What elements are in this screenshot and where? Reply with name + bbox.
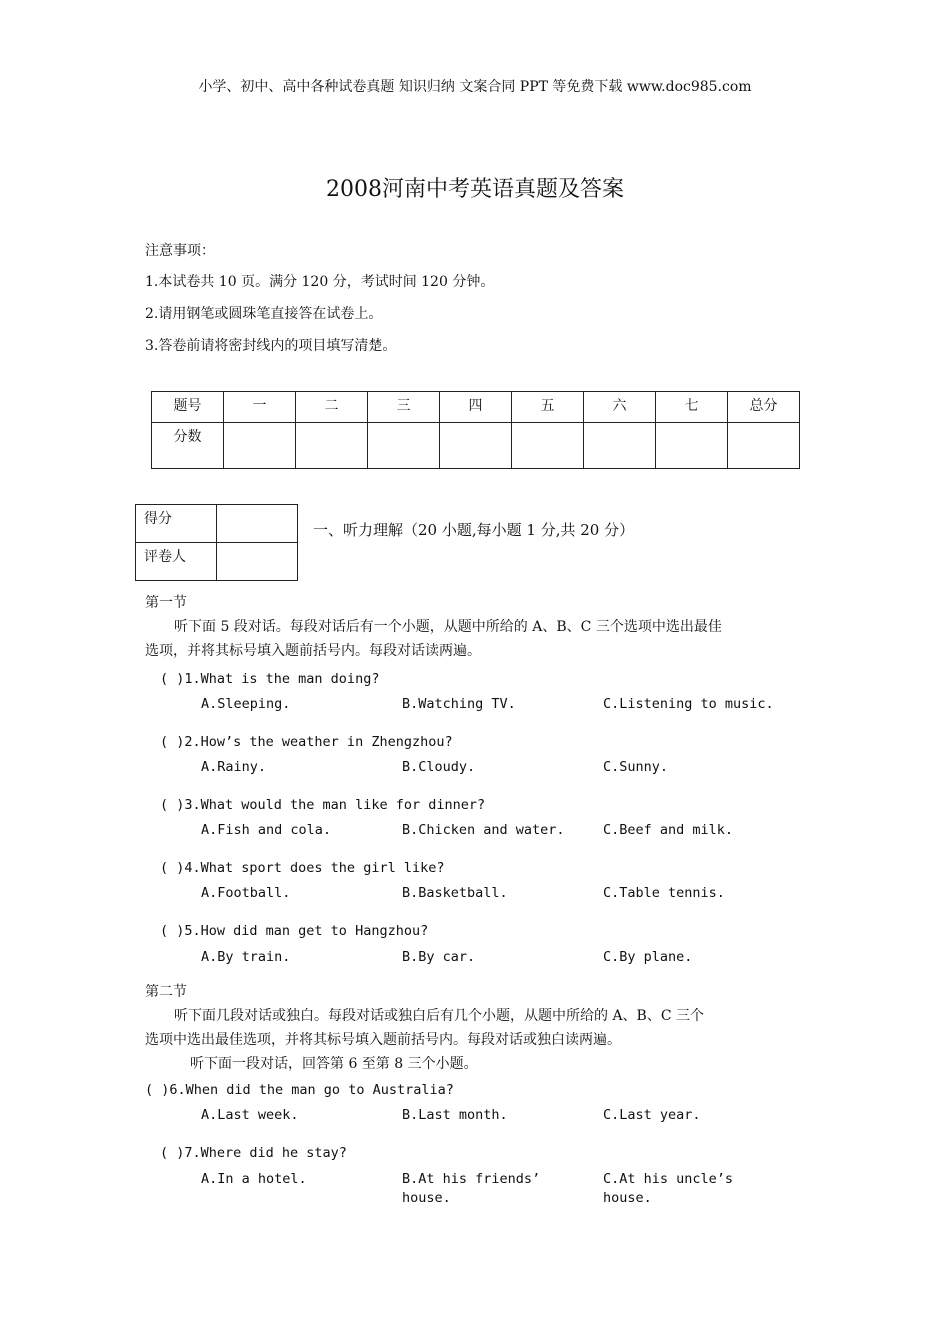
grader-box[interactable] xyxy=(217,543,298,581)
note-item: 1.本试卷共 10 页。满分 120 分，考试时间 120 分钟。 xyxy=(145,274,495,290)
option-a: A.Rainy. xyxy=(201,759,267,775)
score-cell[interactable] xyxy=(440,423,512,469)
score-label: 得分 xyxy=(136,505,217,543)
score-box[interactable] xyxy=(217,505,298,543)
score-row-label: 分数 xyxy=(152,423,224,469)
score-header-cell: 七 xyxy=(656,392,728,423)
score-header-cell: 六 xyxy=(584,392,656,423)
part2-instruction: 听下面几段对话或独白。每段对话或独白后有几个小题，从题中所给的 A、B、C 三个 xyxy=(174,1008,705,1024)
part1-instruction: 选项，并将其标号填入题前括号内。每段对话读两遍。 xyxy=(145,643,481,659)
option-b: B.Last month. xyxy=(402,1107,508,1123)
part1-instruction: 听下面 5 段对话。每段对话后有一个小题，从题中所给的 A、B、C 三个选项中选出最佳 xyxy=(174,619,722,635)
option-b: B.At his friends’ xyxy=(402,1171,541,1187)
score-header-cell: 四 xyxy=(440,392,512,423)
part1-heading: 第一节 xyxy=(145,595,187,611)
option-c: C.Beef and milk. xyxy=(603,822,734,838)
part2-instruction: 听下面一段对话，回答第 6 至第 8 三个小题。 xyxy=(190,1056,478,1072)
option-a: A.In a hotel. xyxy=(201,1171,307,1187)
page-header: 小学、初中、高中各种试卷真题 知识归纳 文案合同 PPT 等免费下载 www.doc985.com xyxy=(198,79,752,95)
score-cell[interactable] xyxy=(296,423,368,469)
score-cell[interactable] xyxy=(656,423,728,469)
option-c-cont: house. xyxy=(603,1190,652,1206)
score-cell[interactable] xyxy=(224,423,296,469)
option-c: C.Sunny. xyxy=(603,759,669,775)
option-a: A.Sleeping. xyxy=(201,696,291,712)
question-text: ( )3.What would the man like for dinner? xyxy=(160,797,486,813)
section-title: 一、听力理解（20 小题,每小题 1 分,共 20 分） xyxy=(313,521,635,539)
option-c: C.By plane. xyxy=(603,949,693,965)
option-c: C.At his uncle’s xyxy=(603,1171,734,1187)
option-b: B.Basketball. xyxy=(402,885,508,901)
score-header-cell: 三 xyxy=(368,392,440,423)
score-header-cell: 一 xyxy=(224,392,296,423)
option-c: C.Last year. xyxy=(603,1107,701,1123)
part2-instruction: 选项中选出最佳选项，并将其标号填入题前括号内。每段对话或独白读两遍。 xyxy=(145,1032,621,1048)
note-item: 3.答卷前请将密封线内的项目填写清楚。 xyxy=(145,338,397,354)
question-text: ( )4.What sport does the girl like? xyxy=(160,860,445,876)
grader-table xyxy=(135,504,298,581)
option-c: C.Table tennis. xyxy=(603,885,725,901)
grader-label: 评卷人 xyxy=(136,543,217,581)
score-header-cell: 题号 xyxy=(152,392,224,423)
question-text: ( )6.When did the man go to Australia? xyxy=(145,1082,454,1098)
option-b: B.Chicken and water. xyxy=(402,822,565,838)
notes-heading: 注意事项： xyxy=(145,243,215,259)
score-cell[interactable] xyxy=(512,423,584,469)
page-title: 2008河南中考英语真题及答案 xyxy=(326,177,624,202)
option-a: A.Fish and cola. xyxy=(201,822,332,838)
score-cell[interactable] xyxy=(368,423,440,469)
option-b: B.Cloudy. xyxy=(402,759,476,775)
option-b: B.By car. xyxy=(402,949,476,965)
score-header-cell: 五 xyxy=(512,392,584,423)
question-text: ( )2.How’s the weather in Zhengzhou? xyxy=(160,734,453,750)
option-a: A.Last week. xyxy=(201,1107,299,1123)
score-table xyxy=(151,391,800,469)
option-c: C.Listening to music. xyxy=(603,696,774,712)
score-header-cell: 总分 xyxy=(728,392,800,423)
question-text: ( )1.What is the man doing? xyxy=(160,671,380,687)
question-text: ( )5.How did man get to Hangzhou? xyxy=(160,923,429,939)
score-cell[interactable] xyxy=(728,423,800,469)
score-header-cell: 二 xyxy=(296,392,368,423)
option-b-cont: house. xyxy=(402,1190,451,1206)
part2-heading: 第二节 xyxy=(145,984,187,1000)
option-b: B.Watching TV. xyxy=(402,696,516,712)
option-a: A.By train. xyxy=(201,949,291,965)
option-a: A.Football. xyxy=(201,885,291,901)
question-text: ( )7.Where did he stay? xyxy=(160,1145,347,1161)
note-item: 2.请用钢笔或圆珠笔直接答在试卷上。 xyxy=(145,306,383,322)
score-cell[interactable] xyxy=(584,423,656,469)
